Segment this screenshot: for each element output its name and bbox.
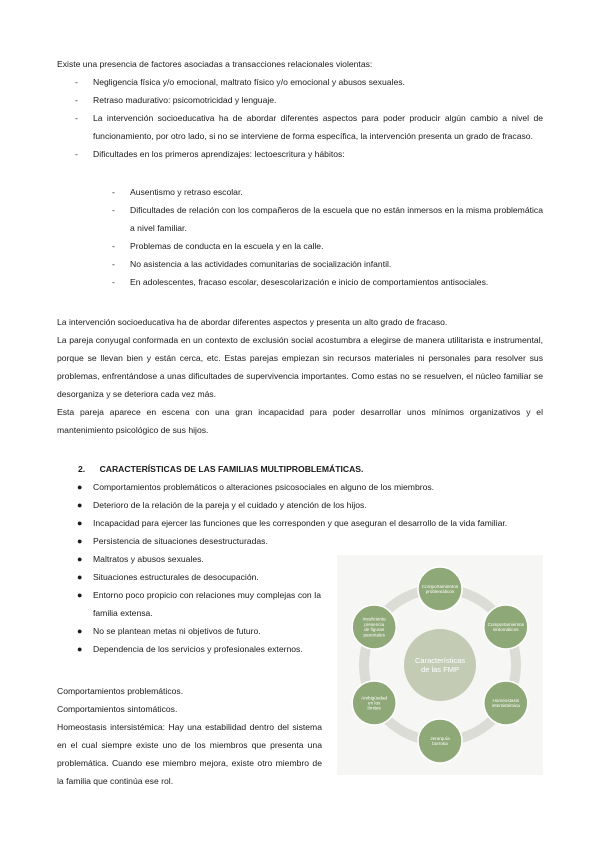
bullet-icon: ● xyxy=(77,590,83,600)
dash-marker: - xyxy=(112,187,115,197)
dash-marker: - xyxy=(112,259,115,269)
diagram-node-line: en los xyxy=(368,700,381,706)
dash-marker: - xyxy=(75,77,78,87)
diagram-node-line: sintomáticos xyxy=(493,627,519,633)
diagram-node-line: Homeostasis xyxy=(492,697,520,703)
paragraph: La intervención socioeducativa ha de abordar diferentes aspectos y presenta un alto grado de fracaso. xyxy=(57,317,448,327)
diagram-node-line: Comportamientos xyxy=(421,583,459,589)
section-title: CARACTERÍSTICAS DE LAS FAMILIAS MULTIPROBLEMÁTICAS. xyxy=(99,464,364,474)
fmp-diagram-svg xyxy=(337,555,543,775)
diagram-node-line: Comportamientos xyxy=(487,621,524,627)
section-heading xyxy=(78,460,363,478)
bullet-icon: ● xyxy=(77,518,83,528)
diagram-node-line: parentales xyxy=(363,632,385,638)
subfactor-item: - No asistencia a las actividades comunitarias de socialización infantil. xyxy=(130,255,543,273)
dash-marker: - xyxy=(112,277,115,287)
diagram-center-line: de las FMP xyxy=(421,665,459,674)
bullet-icon: ● xyxy=(77,626,83,636)
diagram-node-line: límites xyxy=(367,705,381,711)
dash-marker: - xyxy=(75,95,78,105)
paragraph: Esta pareja aparece en escena con una gran incapacidad para poder desarrollar unos mínimos organizativos y el mantenimiento psicológico de sus hijos. xyxy=(57,407,543,435)
diagram-node-line: problemáticos xyxy=(425,589,455,595)
bullet-icon: ● xyxy=(77,482,83,492)
characteristic-item: ● Comportamientos problemáticos o alteraciones psicosociales en alguno de los miembros. xyxy=(93,478,543,496)
characteristic-item: ● Situaciones estructurales de desocupación. xyxy=(93,568,543,586)
section-number: 2. xyxy=(78,464,86,474)
diagram-node-line: de figuras xyxy=(364,627,385,633)
characteristic-item: ● Deterioro de la relación de la pareja y el cuidado y atención de los hijos. xyxy=(93,496,543,514)
diagram-node-label xyxy=(422,584,459,594)
bullet-icon: ● xyxy=(77,536,83,546)
characteristic-item: ● Incapacidad para ejercer las funciones que les corresponden y que aseguran el desarrollo de la vida familiar. xyxy=(93,514,543,532)
diagram-node-label xyxy=(363,617,387,638)
characteristic-item: ● No se plantean metas ni objetivos de futuro. xyxy=(93,622,543,640)
intro-text: Existe una presencia de factores asociadas a transacciones relacionales violentas: xyxy=(57,59,373,69)
characteristic-item: ● Maltratos y abusos sexuales. xyxy=(93,550,543,568)
characteristic-item: ● Persistencia de situaciones desestructuradas. xyxy=(93,532,543,550)
paragraph: La pareja conyugal conformada en un contexto de exclusión social acostumbra a elegirse de manera utilitarista e instrumental, porque se llevan bien y están cerca, etc. Estas parejas empiezan sin recursos materiales ni personales para resolver sus problemas, enfrentándose a unas dificultades de supervivencia importantes. Como estas no se resuelven, el núcleo familiar se desorganiza y se deteriora cada vez más. xyxy=(57,335,543,399)
diagram-node-line: intersistémica xyxy=(491,703,520,709)
term-symptomatic: Comportamientos sintomáticos. xyxy=(57,704,178,714)
diagram-node-line: presencia xyxy=(364,621,385,627)
diagram-node-label xyxy=(430,736,450,746)
diagram-center-line: Características xyxy=(414,656,466,665)
factor-item: - Retraso madurativo: psicomotricidad y lenguaje. xyxy=(93,91,543,109)
factor-item: - Negligencia física y/o emocional, maltrato físico y/o emocional y abusos sexuales. xyxy=(93,73,543,91)
subfactor-item: - Dificultades de relación con los compañeros de la escuela que no están inmersos en la misma problemática a nivel familiar. xyxy=(130,201,543,237)
dash-marker: - xyxy=(112,241,115,251)
factor-item: - La intervención socioeducativa ha de abordar diferentes aspectos para poder producir algún cambio a nivel de funcionamiento, por otro lado, si no se interviene de forma específica, la intervención presenta un grado de fracaso. xyxy=(93,109,543,145)
dash-marker: - xyxy=(75,149,78,159)
bullet-icon: ● xyxy=(77,644,83,654)
diagram-node-line: Insuficiente xyxy=(362,616,386,622)
subfactor-item: - Problemas de conducta en la escuela y en la calle. xyxy=(130,237,543,255)
subfactor-item: - En adolescentes, fracaso escolar, desescolarización e inicio de comportamientos antisociales. xyxy=(130,273,543,291)
dash-marker: - xyxy=(112,205,115,215)
diagram-node-label xyxy=(492,698,521,708)
diagram-center-label xyxy=(415,656,465,674)
dash-marker: - xyxy=(75,113,78,123)
characteristic-item: ● Dependencia de los servicios y profesionales externos. xyxy=(93,640,543,658)
diagram-node-line: Ambigüedad xyxy=(361,695,388,701)
bullet-icon: ● xyxy=(77,554,83,564)
diagram-node-line: Jerarquía xyxy=(430,735,450,741)
factor-item: - Dificultades en los primeros aprendizajes: lectoescritura y hábitos: xyxy=(93,145,543,163)
bullet-icon: ● xyxy=(77,500,83,510)
characteristic-item: ● Entorno poco propicio con relaciones muy complejas con la familia extensa. xyxy=(93,586,321,622)
subfactor-item: - Ausentismo y retraso escolar. xyxy=(130,183,543,201)
factor-list xyxy=(75,73,543,163)
subfactor-list xyxy=(112,183,543,291)
fmp-diagram xyxy=(337,555,543,775)
term-homeostasis: Homeostasis intersistémica: Hay una estabilidad dentro del sistema en el cual siempre existe uno de los miembros que presenta una problemática. Cuando ese miembro mejora, existe otro miembro de la familia que continúa ese rol. xyxy=(57,722,322,786)
bullet-icon: ● xyxy=(77,572,83,582)
term-problematic: Comportamientos problemáticos. xyxy=(57,686,184,696)
diagram-node-line: borrosa xyxy=(432,741,448,747)
